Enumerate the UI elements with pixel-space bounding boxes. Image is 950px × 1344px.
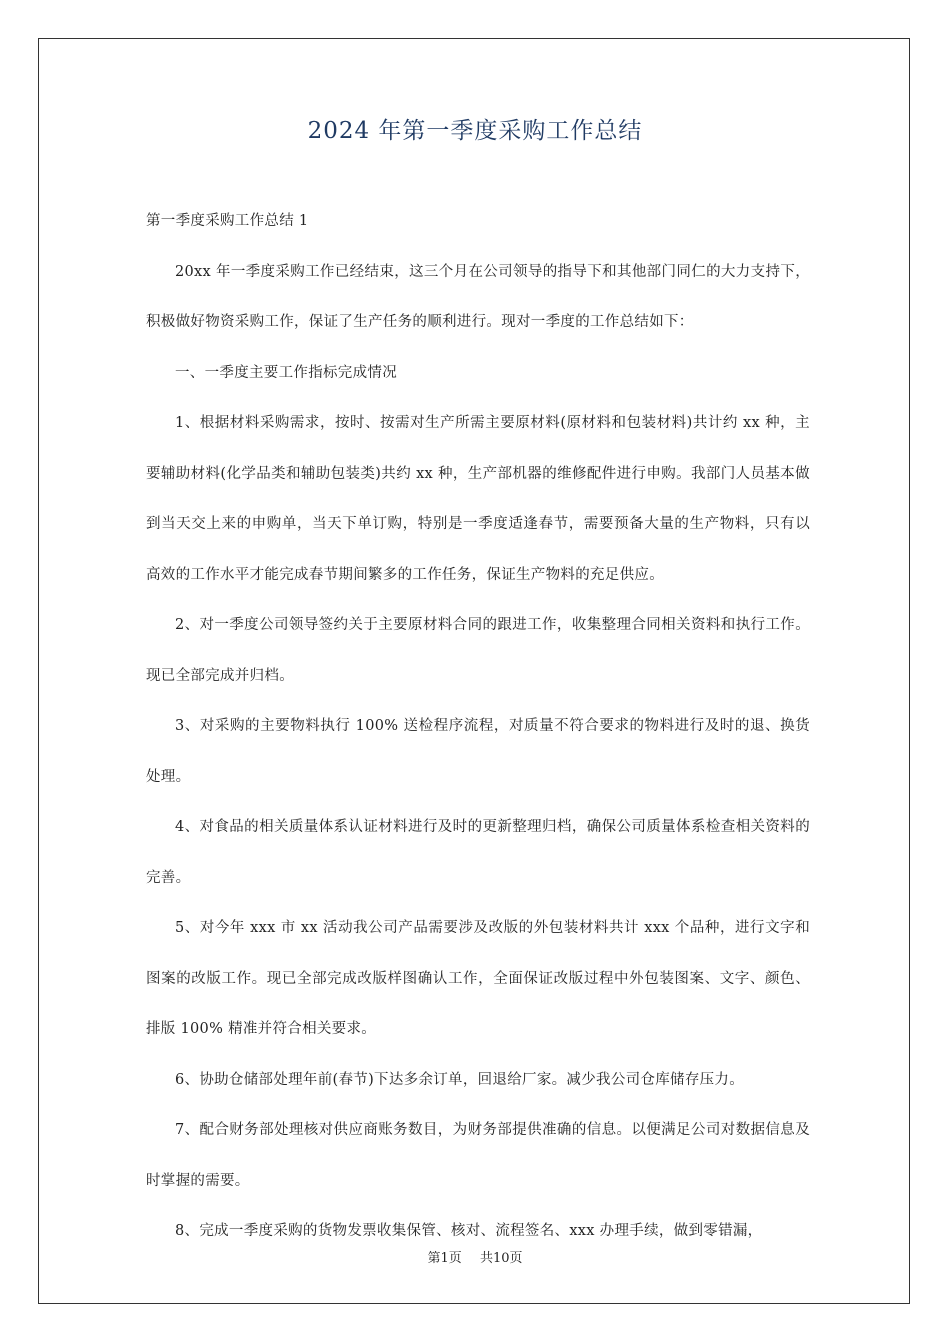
paragraph-item-8: 8、完成一季度采购的货物发票收集保管、核对、流程签名、xxx 办理手续，做到零错漏， [175, 1223, 763, 1239]
page-number: 第1页 [427, 1251, 462, 1266]
section-heading: 第一季度采购工作总结 1 [146, 213, 309, 229]
paragraph-intro: 20xx 年一季度采购工作已经结束，这三个月在公司领导的指导下和其他部门同仁的大力支持下，积极做好物资采购工作，保证了生产任务的顺利进行。现对一季度的工作总结如下： [146, 263, 810, 330]
paragraph-item-2: 2、对一季度公司领导签约关于主要原材料合同的跟进工作，收集整理合同相关资料和执行工作。现已全部完成并归档。 [146, 617, 810, 684]
page-total: 共10页 [479, 1251, 523, 1266]
document-body [146, 196, 810, 1257]
paragraph-item-5: 5、对今年 xxx 市 xx 活动我公司产品需要涉及改版的外包装材料共计 xxx 个品种，进行文字和图案的改版工作。现已全部完成改版样图确认工作，全面保证改版过程中外包装图案、文字、颜色、排版 100% 精准并符合相关要求。 [146, 920, 810, 1037]
paragraph-item-6: 6、协助仓储部处理年前(春节)下达多余订单，回退给厂家。减少我公司仓库储存压力。 [175, 1071, 745, 1088]
paragraph-item-1: 1、根据材料采购需求，按时、按需对生产所需主要原材料(原材料和包装材料)共计约 xx 种，主要辅助材料(化学品类和辅助包装类)共约 xx 种，生产部机器的维修配件进行申购。我部门人员基本做到当天交上来的申购单，当天下单订购，特别是一季度适逢春节，需要预备大量的生产物料，只有以高效的工作水平才能完成春节期间繁多的工作任务，保证生产物料的充足供应。 [146, 415, 810, 583]
paragraph-item-4: 4、对食品的相关质量体系认证材料进行及时的更新整理归档，确保公司质量体系检查相关资料的完善。 [146, 819, 810, 886]
paragraph-item-3: 3、对采购的主要物料执行 100% 送检程序流程，对质量不符合要求的物料进行及时的退、换货处理。 [146, 718, 810, 785]
paragraph-item-7: 7、配合财务部处理核对供应商账务数目，为财务部提供准确的信息。以便满足公司对数据信息及时掌握的需要。 [146, 1122, 810, 1189]
paragraph-subheading: 一、一季度主要工作指标完成情况 [175, 364, 397, 381]
document-title: 2024 年第一季度采购工作总结 [307, 118, 643, 144]
page-footer [0, 1247, 950, 1266]
